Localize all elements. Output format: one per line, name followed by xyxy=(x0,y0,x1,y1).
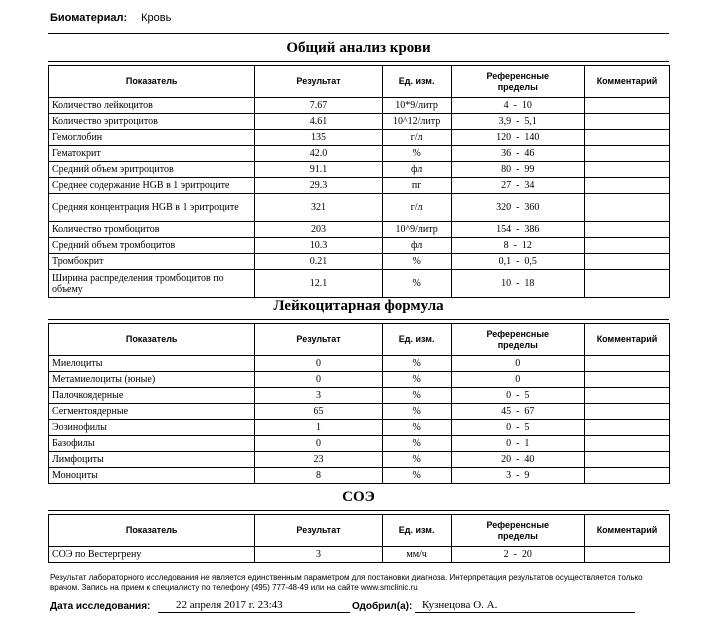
cell-result: 0 xyxy=(255,372,382,388)
table-row xyxy=(49,420,670,436)
cell-unit: пг xyxy=(382,178,451,194)
table-row xyxy=(49,222,670,238)
cell-result: 42.0 xyxy=(255,146,382,162)
cell-result: 29.3 xyxy=(255,178,382,194)
table-row xyxy=(49,468,670,484)
cell-reference: 320 - 360 xyxy=(451,194,585,222)
cell-result: 23 xyxy=(255,452,382,468)
cell-result: 3 xyxy=(255,547,382,563)
cell-comment xyxy=(585,222,670,238)
esr-title-divider xyxy=(48,510,669,511)
cell-reference: 3 - 9 xyxy=(451,468,585,484)
cell-unit: % xyxy=(382,420,451,436)
cell-indicator: Сегментоядерные xyxy=(49,404,255,420)
cell-reference: 0,1 - 0,5 xyxy=(451,254,585,270)
table-row xyxy=(49,404,670,420)
cell-indicator: Количество тромбоцитов xyxy=(49,222,255,238)
table-row xyxy=(49,436,670,452)
cell-comment xyxy=(585,146,670,162)
cell-indicator: Лимфоциты xyxy=(49,452,255,468)
cell-indicator: Среднее содержание HGB в 1 эритроците xyxy=(49,178,255,194)
cell-result: 203 xyxy=(255,222,382,238)
table-row xyxy=(49,356,670,372)
cell-comment xyxy=(585,356,670,372)
cell-indicator: Гематокрит xyxy=(49,146,255,162)
cell-reference: 3,9 - 5,1 xyxy=(451,114,585,130)
cell-unit: % xyxy=(382,452,451,468)
header-unit: Ед. изм. xyxy=(382,324,451,356)
cell-result: 7.67 xyxy=(255,98,382,114)
table-row xyxy=(49,388,670,404)
cell-indicator: Палочкоядерные xyxy=(49,388,255,404)
cell-reference: 0 xyxy=(451,356,585,372)
cell-indicator: Средняя концентрация HGB в 1 эритроците xyxy=(49,194,255,222)
cell-comment xyxy=(585,404,670,420)
cell-reference: 0 xyxy=(451,372,585,388)
cell-comment xyxy=(585,420,670,436)
header-comment: Комментарий xyxy=(585,66,670,98)
leuko-table xyxy=(48,323,670,484)
header-comment: Комментарий xyxy=(585,515,670,547)
table-row xyxy=(49,372,670,388)
cbc-title-divider xyxy=(48,61,669,62)
cell-indicator: Средний объем тромбоцитов xyxy=(49,238,255,254)
cell-reference: 2 - 20 xyxy=(451,547,585,563)
header-result: Результат xyxy=(255,515,382,547)
cell-result: 1 xyxy=(255,420,382,436)
cell-unit: % xyxy=(382,468,451,484)
table-row xyxy=(49,452,670,468)
table-header-row xyxy=(49,515,670,547)
cell-unit: % xyxy=(382,356,451,372)
cell-indicator: Эозинофилы xyxy=(49,420,255,436)
cell-comment xyxy=(585,114,670,130)
esr-table xyxy=(48,514,670,563)
cell-reference: 45 - 67 xyxy=(451,404,585,420)
biomaterial-value: Кровь xyxy=(141,12,172,24)
cell-unit: % xyxy=(382,404,451,420)
cbc-title: Общий анализ крови xyxy=(286,40,431,56)
table-row xyxy=(49,98,670,114)
table-row xyxy=(49,238,670,254)
cell-reference: 0 - 5 xyxy=(451,420,585,436)
study-date-underline xyxy=(158,612,350,613)
cell-indicator: Ширина распределения тромбоцитов по объему xyxy=(49,270,255,298)
cell-reference: 120 - 140 xyxy=(451,130,585,146)
cell-comment xyxy=(585,452,670,468)
study-date-value: 22 апреля 2017 г. 23:43 xyxy=(176,599,283,611)
esr-title: СОЭ xyxy=(342,489,375,505)
header-result: Результат xyxy=(255,324,382,356)
table-row xyxy=(49,178,670,194)
cell-comment xyxy=(585,388,670,404)
table-header-row xyxy=(49,324,670,356)
cell-comment xyxy=(585,194,670,222)
table-row xyxy=(49,254,670,270)
cell-unit: % xyxy=(382,372,451,388)
cell-result: 0 xyxy=(255,356,382,372)
cell-unit: % xyxy=(382,270,451,298)
cell-unit: г/л xyxy=(382,194,451,222)
biomaterial xyxy=(50,12,171,24)
disclaimer: Результат лабораторного исследования не является единственным параметром для постановки диагноза. Интерпретация результатов осуществляется только врачом. Запись на прием к специалисту по телефону (495) 777-48-49 или на сайте www.smclinic.ru xyxy=(50,573,643,592)
cell-indicator: Количество эритроцитов xyxy=(49,114,255,130)
cell-unit: 10^9/литр xyxy=(382,222,451,238)
leuko-title-divider xyxy=(48,319,669,320)
cell-comment xyxy=(585,254,670,270)
cell-unit: фл xyxy=(382,238,451,254)
cell-result: 135 xyxy=(255,130,382,146)
cell-reference: 8 - 12 xyxy=(451,238,585,254)
cell-result: 65 xyxy=(255,404,382,420)
cell-indicator: Моноциты xyxy=(49,468,255,484)
cell-result: 12.1 xyxy=(255,270,382,298)
approved-underline xyxy=(415,612,635,613)
table-row xyxy=(49,114,670,130)
table-row xyxy=(49,162,670,178)
header-reference: Референсные пределы xyxy=(451,66,585,98)
cell-result: 4.61 xyxy=(255,114,382,130)
cell-indicator: Базофилы xyxy=(49,436,255,452)
cell-reference: 10 - 18 xyxy=(451,270,585,298)
cell-indicator: Тромбокрит xyxy=(49,254,255,270)
cell-comment xyxy=(585,372,670,388)
header-unit: Ед. изм. xyxy=(382,515,451,547)
table-row xyxy=(49,270,670,298)
approved-value: Кузнецова О. А. xyxy=(422,599,498,611)
table-row xyxy=(49,547,670,563)
cell-result: 91.1 xyxy=(255,162,382,178)
cell-comment xyxy=(585,547,670,563)
cell-unit: фл xyxy=(382,162,451,178)
cell-comment xyxy=(585,436,670,452)
cell-indicator: Средний объем эритроцитов xyxy=(49,162,255,178)
cell-comment xyxy=(585,98,670,114)
cell-result: 3 xyxy=(255,388,382,404)
cell-result: 321 xyxy=(255,194,382,222)
table-row xyxy=(49,146,670,162)
cell-reference: 4 - 10 xyxy=(451,98,585,114)
cell-unit: % xyxy=(382,388,451,404)
cell-comment xyxy=(585,130,670,146)
header-comment: Комментарий xyxy=(585,324,670,356)
header-indicator: Показатель xyxy=(49,66,255,98)
cell-comment xyxy=(585,468,670,484)
header-indicator: Показатель xyxy=(49,515,255,547)
cell-reference: 154 - 386 xyxy=(451,222,585,238)
cell-result: 10.3 xyxy=(255,238,382,254)
header-indicator: Показатель xyxy=(49,324,255,356)
cell-indicator: Гемоглобин xyxy=(49,130,255,146)
cbc-table xyxy=(48,65,670,298)
leuko-title: Лейкоцитарная формула xyxy=(273,298,444,314)
cell-reference: 80 - 99 xyxy=(451,162,585,178)
cell-result: 8 xyxy=(255,468,382,484)
cell-indicator: Миелоциты xyxy=(49,356,255,372)
header-unit: Ед. изм. xyxy=(382,66,451,98)
cell-comment xyxy=(585,270,670,298)
cell-unit: мм/ч xyxy=(382,547,451,563)
cell-reference: 36 - 46 xyxy=(451,146,585,162)
cell-reference: 0 - 1 xyxy=(451,436,585,452)
cell-reference: 20 - 40 xyxy=(451,452,585,468)
cell-reference: 27 - 34 xyxy=(451,178,585,194)
cell-result: 0 xyxy=(255,436,382,452)
approved-label: Одобрил(а): xyxy=(352,601,413,612)
study-date-label: Дата исследования: xyxy=(50,601,151,612)
cell-unit: % xyxy=(382,146,451,162)
header-result: Результат xyxy=(255,66,382,98)
header-divider xyxy=(48,33,669,34)
cell-unit: г/л xyxy=(382,130,451,146)
cell-unit: 10^12/литр xyxy=(382,114,451,130)
cell-indicator: Количество лейкоцитов xyxy=(49,98,255,114)
cell-indicator: СОЭ по Вестергрену xyxy=(49,547,255,563)
cell-comment xyxy=(585,238,670,254)
cell-unit: % xyxy=(382,436,451,452)
table-row xyxy=(49,130,670,146)
table-row xyxy=(49,194,670,222)
biomaterial-label: Биоматериал: xyxy=(50,12,128,24)
cell-unit: % xyxy=(382,254,451,270)
cell-comment xyxy=(585,178,670,194)
cell-indicator: Метамиелоциты (юные) xyxy=(49,372,255,388)
cell-result: 0.21 xyxy=(255,254,382,270)
cell-reference: 0 - 5 xyxy=(451,388,585,404)
header-reference: Референсные пределы xyxy=(451,515,585,547)
cell-comment xyxy=(585,162,670,178)
cell-unit: 10*9/литр xyxy=(382,98,451,114)
header-reference: Референсные пределы xyxy=(451,324,585,356)
table-header-row xyxy=(49,66,670,98)
